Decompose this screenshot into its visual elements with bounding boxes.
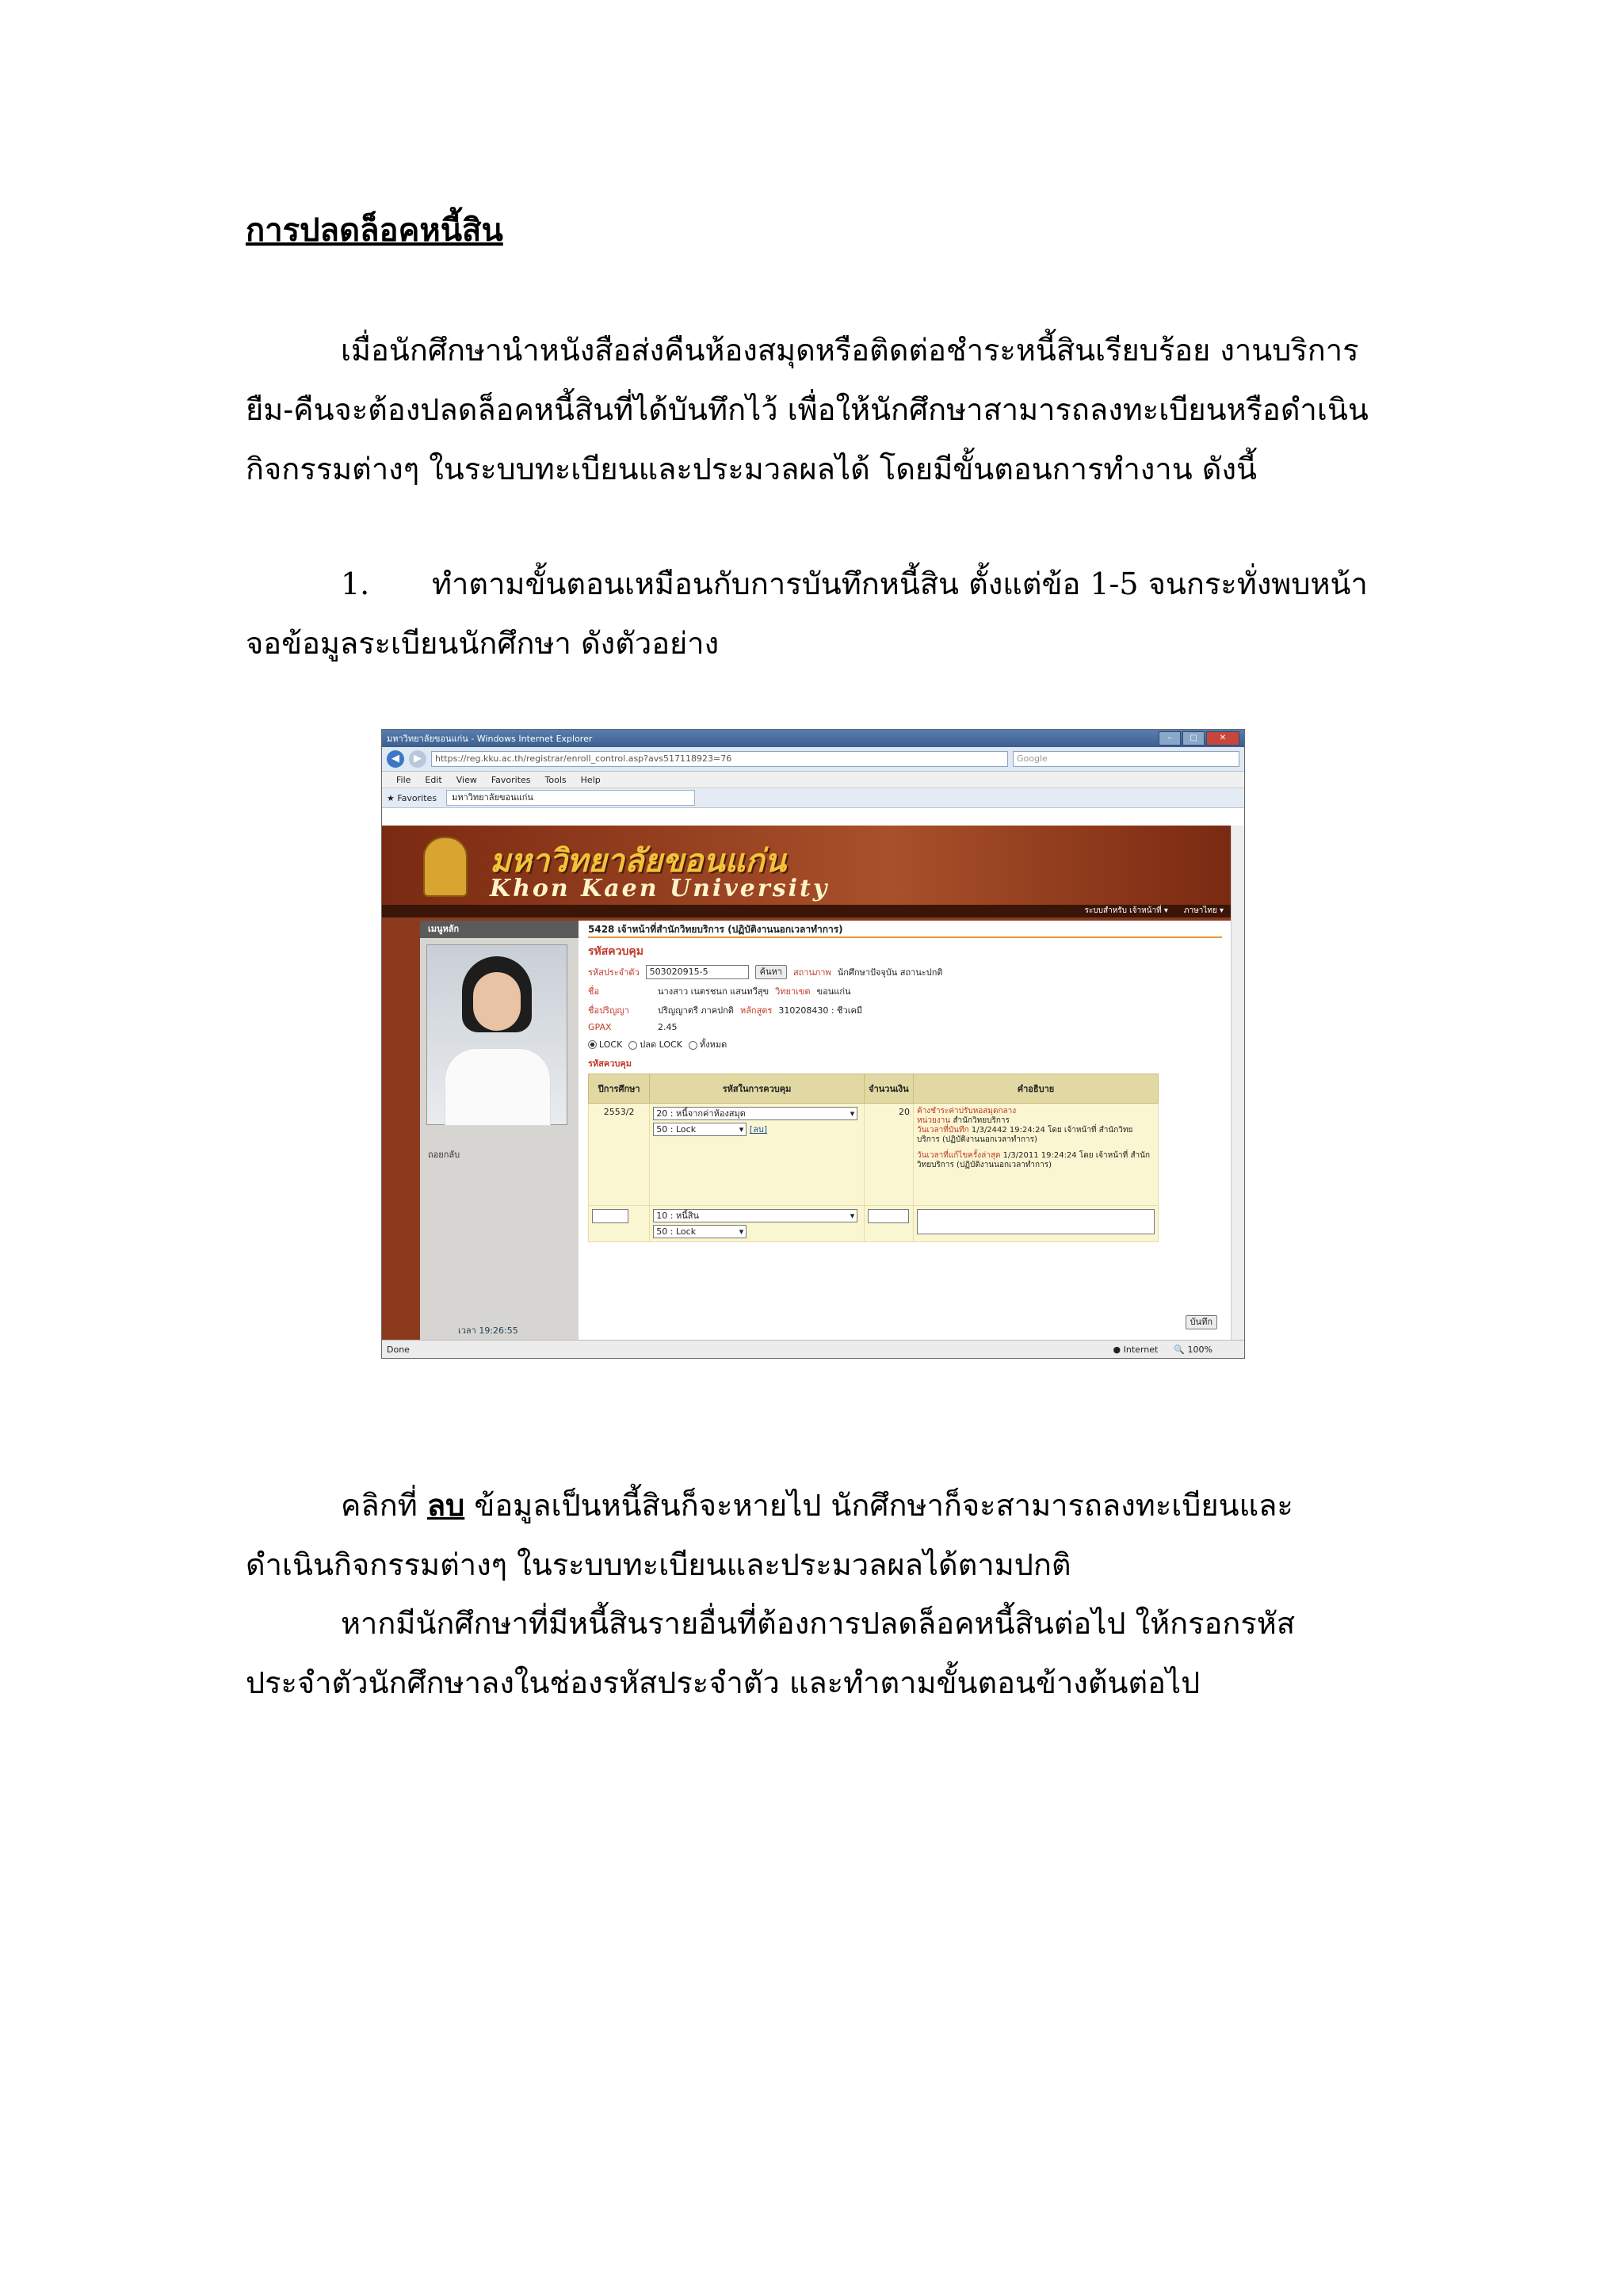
campus-label: วิทยาเขต xyxy=(775,986,811,997)
edited-label: วันเวลาที่แก้ไขครั้งล่าสุด xyxy=(917,1151,1001,1160)
university-name-english: Khon Kaen University xyxy=(490,875,830,902)
menu-edit[interactable]: Edit xyxy=(425,774,442,785)
favorites-bar xyxy=(382,788,1244,808)
step-1-text: ทำตามขั้นตอนเหมือนกับการบันทึกหนี้สิน ตั้งแต่ข้อ 1-5 จนกระทั่งพบหน้าจอข้อมูลระเบียนนักศึกษา ดังตัวอย่าง xyxy=(246,566,1368,661)
student-id-input[interactable]: 503020915-5 xyxy=(646,965,749,979)
radio-all[interactable]: ทั้งหมด xyxy=(689,1037,727,1051)
language-menu[interactable]: ภาษาไทย ▾ xyxy=(1183,906,1224,915)
search-button[interactable]: ค้นหา xyxy=(755,965,787,979)
url-field[interactable]: https://reg.kku.ac.th/registrar/enroll_control.asp?avs517118923=76 xyxy=(431,751,1008,767)
lock-select[interactable]: 50 : Lock ▾ xyxy=(653,1123,747,1136)
menu-tools[interactable]: Tools xyxy=(544,774,567,785)
internet-zone: ● Internet xyxy=(1113,1344,1159,1355)
table-row xyxy=(589,1104,1159,1206)
status-done: Done xyxy=(387,1344,410,1355)
address-bar xyxy=(382,747,1244,772)
search-input[interactable]: Google xyxy=(1013,751,1239,767)
curriculum-label: หลักสูตร xyxy=(739,1005,773,1016)
degree-value: ปริญญาตรี ภาคปกติ xyxy=(658,1005,734,1016)
control-subsection: รหัสควบคุม xyxy=(588,1058,632,1069)
new-control-select[interactable]: 10 : หนี้สิน ▾ xyxy=(653,1209,857,1222)
curriculum-value: 310208430 : ชีวเคมี xyxy=(778,1005,863,1016)
agency-label: หน่วยงาน xyxy=(917,1116,951,1125)
delete-word: ลบ xyxy=(426,1487,465,1523)
recorded-value: 1/3/2442 19:24:24 โดย เจ้าหน้าที่ สำนักวิทยบริการ (ปฏิบัติงานนอกเวลาทำการ) xyxy=(917,1126,1133,1144)
radio-lock[interactable]: LOCK xyxy=(588,1039,622,1050)
save-button[interactable]: บันทึก xyxy=(1186,1315,1217,1329)
control-table xyxy=(588,1074,1159,1242)
window-title: มหาวิทยาลัยขอนแก่น - Windows Internet Explorer xyxy=(387,734,593,744)
close-icon[interactable]: ✕ xyxy=(1206,731,1239,746)
control-select[interactable]: 20 : หนี้จากค่าห้องสมุด ▾ xyxy=(653,1107,857,1120)
back-icon[interactable]: ◀ xyxy=(387,750,404,768)
row-amount: 20 xyxy=(864,1104,913,1206)
menu-bar xyxy=(382,772,1244,788)
intro-text: เมื่อนักศึกษานำหนังสือส่งคืนห้องสมุดหรือติดต่อชำระหนี้สินเรียบร้อย งานบริการยืม-คืนจะต้องปลดล็อคหนี้สินที่ได้บันทึกไว้ เพื่อให้นักศึกษาสามารถลงทะเบียนหรือดำเนินกิจกรรมต่างๆ ในระบบทะเบียนและประมวลผลได้ โดยมีขั้นตอนการทำงาน ดังนี้ xyxy=(246,333,1369,486)
new-description-input[interactable] xyxy=(917,1209,1155,1234)
forward-icon[interactable]: ▶ xyxy=(409,750,426,768)
web-page xyxy=(382,826,1232,1341)
step-1 xyxy=(246,555,1379,673)
paragraph-next-student xyxy=(246,1594,1379,1713)
radio-unlock[interactable]: ปลด LOCK xyxy=(628,1037,682,1051)
paragraph-delete xyxy=(246,1475,1379,1595)
back-link[interactable]: ถอยกลับ xyxy=(428,1150,460,1160)
status-value: นักศึกษาปัจจุบัน สถานะปกติ xyxy=(837,967,943,978)
zoom-level[interactable]: 🔍 100% xyxy=(1174,1344,1212,1355)
top-menu xyxy=(382,905,1232,917)
maximize-icon[interactable]: □ xyxy=(1182,731,1205,746)
col-year: ปีการศึกษา xyxy=(589,1074,650,1104)
university-banner xyxy=(382,826,1232,905)
student-id-label: รหัสประจำตัว xyxy=(588,967,640,978)
vertical-scrollbar[interactable] xyxy=(1231,826,1244,1341)
row-year: 2553/2 xyxy=(589,1104,650,1206)
new-amount-input[interactable] xyxy=(868,1209,909,1223)
student-photo xyxy=(426,944,567,1125)
clock: เวลา 19:26:55 xyxy=(458,1325,518,1336)
university-name-thai: มหาวิทยาลัยขอนแก่น xyxy=(490,842,786,879)
university-seal-icon xyxy=(423,837,468,897)
recorded-label: วันเวลาที่บันทึก xyxy=(917,1126,969,1135)
menu-file[interactable]: File xyxy=(396,774,411,785)
favorites-label: Favorites xyxy=(397,792,437,803)
name-label: ชื่อ xyxy=(588,986,600,997)
para2-post: ข้อมูลเป็นหนี้สินก็จะหายไป นักศึกษาก็จะสามารถลงทะเบียนและดำเนินกิจกรรมต่างๆ ในระบบทะเบียนและประมวลผลได้ตามปกติ xyxy=(246,1488,1293,1582)
desc-title: ค้างชำระค่าปรับหอสมุดกลาง xyxy=(917,1107,1017,1116)
section-title: รหัสควบคุม xyxy=(588,945,643,958)
new-entry-row xyxy=(589,1206,1159,1242)
favorites-button[interactable]: ★ Favorites xyxy=(387,792,437,803)
main-menu-title: เมนูหลัก xyxy=(420,921,579,938)
edited-value: 1/3/2011 19:24:24 โดย เจ้าหน้าที่ สำนักวิทยบริการ (ปฏิบัติงานนอกเวลาทำการ) xyxy=(917,1151,1151,1169)
col-control: รหัสในการควบคุม xyxy=(650,1074,865,1104)
status-bar xyxy=(382,1340,1244,1358)
browser-screenshot xyxy=(381,729,1245,1359)
step-1-number: 1. xyxy=(341,566,370,601)
left-sidebar xyxy=(420,921,579,1341)
window-titlebar xyxy=(382,730,1244,747)
gpax-label: GPAX xyxy=(588,1022,612,1032)
col-amount: จำนวนเงิน xyxy=(864,1074,913,1104)
intro-paragraph xyxy=(246,321,1379,499)
new-year-input[interactable] xyxy=(592,1209,628,1223)
col-description: คำอธิบาย xyxy=(914,1074,1159,1104)
para2-pre: คลิกที่ xyxy=(341,1488,427,1523)
gpax-value: 2.45 xyxy=(658,1022,678,1032)
menu-help[interactable]: Help xyxy=(580,774,601,785)
minimize-icon[interactable]: – xyxy=(1159,731,1181,746)
agency-value: สำนักวิทยบริการ xyxy=(953,1116,1010,1125)
name-value: นางสาว เนตรชนก แสนทวีสุข xyxy=(658,986,769,997)
campus-value: ขอนแก่น xyxy=(816,986,851,997)
system-menu[interactable]: ระบบสำหรับ เจ้าหน้าที่ ▾ xyxy=(1084,906,1168,915)
menu-favorites[interactable]: Favorites xyxy=(491,774,531,785)
para3-text: หากมีนักศึกษาที่มีหนี้สินรายอื่นที่ต้องการปลดล็อคหนี้สินต่อไป ให้กรอกรหัสประจำตัวนักศึกษาลงในช่องรหัสประจำตัว และทำตามขั้นตอนข้างต้นต่อไป xyxy=(246,1606,1296,1700)
new-lock-select[interactable]: 50 : Lock ▾ xyxy=(653,1225,747,1238)
browser-tab[interactable]: มหาวิทยาลัยขอนแก่น xyxy=(446,790,695,806)
page-heading: การปลดล็อคหนี้สิน xyxy=(246,212,503,249)
unit-title: 5428 เจ้าหน้าที่สำนักวิทยบริการ (ปฏิบัติงานนอกเวลาทำการ) xyxy=(588,921,1222,938)
main-content xyxy=(579,921,1232,1341)
delete-link[interactable]: [ลบ] xyxy=(749,1124,768,1135)
status-label: สถานภาพ xyxy=(792,967,831,978)
menu-view[interactable]: View xyxy=(456,774,477,785)
degree-label: ชื่อปริญญา xyxy=(588,1005,629,1016)
